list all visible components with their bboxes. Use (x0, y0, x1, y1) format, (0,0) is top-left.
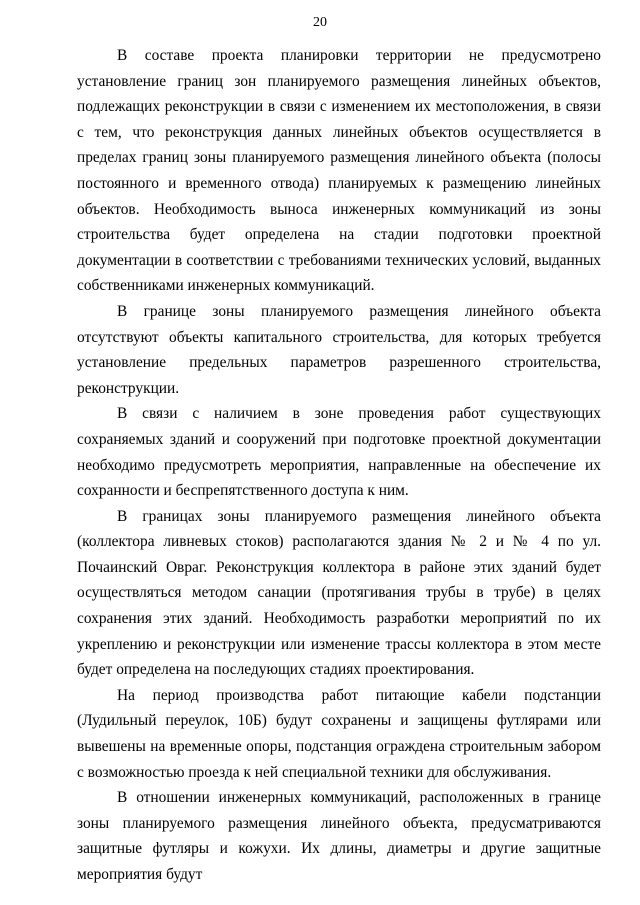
paragraph-substation-cables: На период производства работ питающие кабели подстанции (Лудильный переулок, 10Б) будут сохранены и защищены футлярами или вывешены на временные опоры, подстанция ограждена строительным забором с возможностью проезда к ней специальной техники для обслуживания. (77, 686, 601, 781)
page-number: 20 (313, 15, 327, 30)
paragraph-planning-boundaries: В составе проекта планировки территории не предусмотрено установление границ зон планируемого размещения линейных объектов, подлежащих реконструкции в связи с изменением их местоположения, в связи с тем, что реконструкция данных линейных объектов осуществляется в пределах границ зоны планируемого размещения линейного объекта (полосы постоянного и временного отвода) планируемых к размещению линейных объектов. Необходимость выноса инженерных коммуникаций из зоны строительства будет определена на стадии подготовки проектной документации в соответствии с требованиями технических условий, выданных собственниками инженерных коммуникаций. (77, 47, 601, 295)
paragraph-collector-buildings: В границах зоны планируемого размещения линейного объекта (коллектора ливневых стоков) располагаются здания № 2 и № 4 по ул. Почаинский Овраг. Реконструкция коллектора в районе этих зданий будет осуществляться методом санации (протягивания трубы в трубе) в целях сохранения этих зданий. Необходимость разработки мероприятий по их укреплению и реконструкции или изменение трассы коллектора в этом месте будет определена на последующих стадиях проектирования. (77, 507, 601, 679)
document-body (77, 43, 601, 888)
paragraph-existing-buildings: В связи с наличием в зоне проведения работ существующих сохраняемых зданий и сооружений при подготовке проектной документации необходимо предусмотреть мероприятия, направленные на обеспечение их сохранности и беспрепятственного доступа к ним. (77, 405, 601, 500)
paragraph-capital-construction: В границе зоны планируемого размещения линейного объекта отсутствуют объекты капитального строительства, для которых требуется установление предельных параметров разрешенного строительства, реконструкции. (77, 302, 601, 397)
paragraph-engineering-communications: В отношении инженерных коммуникаций, расположенных в границе зоны планируемого размещения линейного объекта, предусматриваются защитные футляры и кожухи. Их длины, диаметры и другие защитные мероприятия будут (77, 789, 601, 883)
